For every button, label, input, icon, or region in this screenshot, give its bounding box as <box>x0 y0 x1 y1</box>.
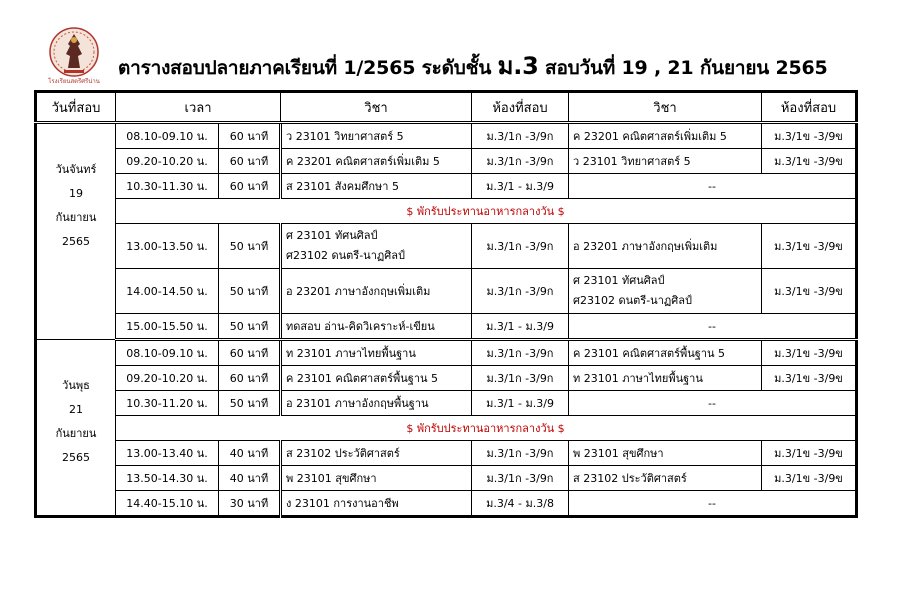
table-row <box>36 366 857 391</box>
table-row <box>36 466 857 491</box>
subject-cell: ท 23101 ภาษาไทยพื้นฐาน <box>569 366 762 391</box>
room-cell: ม.3/1ข -3/9ข <box>762 224 857 269</box>
subject-cell: ทดสอบ อ่าน-คิดวิเคราะห์-เขียน <box>281 314 472 340</box>
time-cell: 14.40-15.10 น. <box>116 491 219 517</box>
col-room-2: ห้องที่สอบ <box>762 92 857 123</box>
table-row <box>36 314 857 340</box>
room-cell: ม.3/1ข -3/9ข <box>762 366 857 391</box>
duration-cell: 50 นาที <box>219 391 281 416</box>
subject-cell: ส 23102 ประวัติศาสตร์ <box>281 441 472 466</box>
room-cell: ม.3/1ก -3/9ก <box>472 340 569 366</box>
page-title <box>118 46 828 85</box>
day-year: 2565 <box>62 235 90 248</box>
empty-subject-cell: -- <box>569 391 857 416</box>
header-row <box>36 92 857 123</box>
subject-line: ศ 23101 ทัศนศิลป์ <box>573 274 665 287</box>
time-cell: 09.20-10.20 น. <box>116 149 219 174</box>
table-row <box>36 224 857 269</box>
room-cell: ม.3/1 - ม.3/9 <box>472 174 569 199</box>
title-grade: ม.3 <box>497 52 539 80</box>
day-month: กันยายน <box>55 427 97 440</box>
duration-cell: 40 นาที <box>219 441 281 466</box>
room-cell: ม.3/1ข -3/9ข <box>762 123 857 149</box>
duration-cell: 50 นาที <box>219 224 281 269</box>
duration-cell: 30 นาที <box>219 491 281 517</box>
room-cell: ม.3/1ข -3/9ข <box>762 269 857 314</box>
day-cell-monday <box>36 123 116 340</box>
col-date: วันที่สอบ <box>36 92 116 123</box>
subject-cell <box>569 269 762 314</box>
day-year: 2565 <box>62 451 90 464</box>
time-cell: 08.10-09.10 น. <box>116 123 219 149</box>
room-cell: ม.3/1ข -3/9ข <box>762 149 857 174</box>
room-cell: ม.3/1 - ม.3/9 <box>472 314 569 340</box>
duration-cell: 60 นาที <box>219 149 281 174</box>
room-cell: ม.3/1ก -3/9ก <box>472 123 569 149</box>
duration-cell: 60 นาที <box>219 340 281 366</box>
subject-cell: ค 23101 คณิตศาสตร์พื้นฐาน 5 <box>281 366 472 391</box>
table-row <box>36 174 857 199</box>
room-cell: ม.3/1ก -3/9ก <box>472 466 569 491</box>
room-cell: ม.3/1ก -3/9ก <box>472 366 569 391</box>
table-row <box>36 149 857 174</box>
table-row <box>36 269 857 314</box>
day-cell-wednesday <box>36 340 116 517</box>
room-cell: ม.3/1ข -3/9ข <box>762 466 857 491</box>
room-cell: ม.3/1ก -3/9ก <box>472 149 569 174</box>
subject-cell: ท 23101 ภาษาไทยพื้นฐาน <box>281 340 472 366</box>
subject-cell: อ 23201 ภาษาอังกฤษเพิ่มเติม <box>281 269 472 314</box>
duration-cell: 50 นาที <box>219 269 281 314</box>
table-row <box>36 441 857 466</box>
day-date: 19 <box>69 187 83 200</box>
subject-line: ศ 23101 ทัศนศิลป์ <box>286 229 378 242</box>
col-time: เวลา <box>116 92 281 123</box>
day-month: กันยายน <box>55 211 97 224</box>
table-row <box>36 491 857 517</box>
lunch-row <box>36 199 857 224</box>
table-row <box>36 391 857 416</box>
lunch-break-label: $ พักรับประทานอาหารกลางวัน $ <box>116 416 857 441</box>
subject-cell: ค 23201 คณิตศาสตร์เพิ่มเติม 5 <box>569 123 762 149</box>
empty-subject-cell: -- <box>569 174 857 199</box>
subject-cell: ค 23201 คณิตศาสตร์เพิ่มเติม 5 <box>281 149 472 174</box>
subject-line: ศ23102 ดนตรี-นาฏศิลป์ <box>286 249 405 262</box>
empty-subject-cell: -- <box>569 491 857 517</box>
time-cell: 14.00-14.50 น. <box>116 269 219 314</box>
time-cell: 10.30-11.20 น. <box>116 391 219 416</box>
time-cell: 13.00-13.50 น. <box>116 224 219 269</box>
time-cell: 13.50-14.30 น. <box>116 466 219 491</box>
empty-subject-cell: -- <box>569 314 857 340</box>
subject-cell: ส 23101 สังคมศึกษา 5 <box>281 174 472 199</box>
day-name: วันจันทร์ <box>55 163 97 176</box>
subject-cell: อ 23201 ภาษาอังกฤษเพิ่มเติม <box>569 224 762 269</box>
room-cell: ม.3/1ก -3/9ก <box>472 224 569 269</box>
col-subject-2: วิชา <box>569 92 762 123</box>
room-cell: ม.3/1ข -3/9ข <box>762 340 857 366</box>
subject-cell: ค 23101 คณิตศาสตร์พื้นฐาน 5 <box>569 340 762 366</box>
duration-cell: 60 นาที <box>219 366 281 391</box>
time-cell: 13.00-13.40 น. <box>116 441 219 466</box>
time-cell: 09.20-10.20 น. <box>116 366 219 391</box>
room-cell: ม.3/1 - ม.3/9 <box>472 391 569 416</box>
time-cell: 10.30-11.30 น. <box>116 174 219 199</box>
col-room-1: ห้องที่สอบ <box>472 92 569 123</box>
subject-line: ศ23102 ดนตรี-นาฏศิลป์ <box>573 294 692 307</box>
room-cell: ม.3/4 - ม.3/8 <box>472 491 569 517</box>
lunch-row <box>36 416 857 441</box>
subject-cell: พ 23101 สุขศึกษา <box>569 441 762 466</box>
room-cell: ม.3/1ข -3/9ข <box>762 441 857 466</box>
duration-cell: 40 นาที <box>219 466 281 491</box>
subject-cell: ง 23101 การงานอาชีพ <box>281 491 472 517</box>
school-logo <box>44 24 104 84</box>
duration-cell: 50 นาที <box>219 314 281 340</box>
time-cell: 08.10-09.10 น. <box>116 340 219 366</box>
logo-caption: โรงเรียนสตรีศรีน่าน <box>48 78 100 85</box>
exam-schedule-table <box>34 90 858 518</box>
subject-cell: ว 23101 วิทยาศาสตร์ 5 <box>569 149 762 174</box>
title-tail: สอบวันที่ 19 , 21 กันยายน 2565 <box>545 57 828 79</box>
subject-cell: อ 23101 ภาษาอังกฤษพื้นฐาน <box>281 391 472 416</box>
day-name: วันพุธ <box>62 379 90 392</box>
lunch-break-label: $ พักรับประทานอาหารกลางวัน $ <box>116 199 857 224</box>
day-date: 21 <box>69 403 83 416</box>
subject-cell <box>281 224 472 269</box>
table-row <box>36 123 857 149</box>
room-cell: ม.3/1ก -3/9ก <box>472 269 569 314</box>
duration-cell: 60 นาที <box>219 174 281 199</box>
duration-cell: 60 นาที <box>219 123 281 149</box>
room-cell: ม.3/1ก -3/9ก <box>472 441 569 466</box>
time-cell: 15.00-15.50 น. <box>116 314 219 340</box>
subject-cell: ส 23102 ประวัติศาสตร์ <box>569 466 762 491</box>
subject-cell: ว 23101 วิทยาศาสตร์ 5 <box>281 123 472 149</box>
col-subject-1: วิชา <box>281 92 472 123</box>
title-main: ตารางสอบปลายภาคเรียนที่ 1/2565 ระดับชั้น <box>118 57 492 79</box>
subject-cell: พ 23101 สุขศึกษา <box>281 466 472 491</box>
table-row <box>36 340 857 366</box>
